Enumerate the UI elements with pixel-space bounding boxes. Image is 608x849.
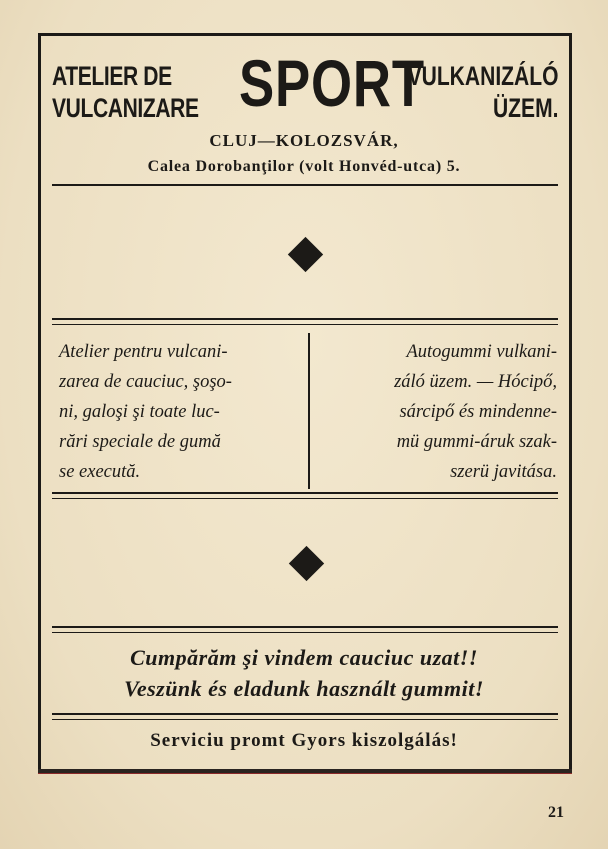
divider-rule xyxy=(52,713,558,715)
divider-rule xyxy=(52,626,558,628)
description-line: záló üzem. — Hócipő, xyxy=(394,372,557,392)
header-sport-title: SPORT xyxy=(239,46,425,120)
header-right-title xyxy=(407,60,558,124)
divider-rule xyxy=(52,324,558,325)
divider-rule xyxy=(52,184,558,186)
hungarian-description xyxy=(327,337,557,487)
header-left-line2: VULCANIZARE xyxy=(52,93,199,123)
divider-rule xyxy=(52,492,558,494)
slogan-hungarian: Veszünk és eladunk használt gummit! xyxy=(124,676,484,701)
description-line: Autogummi vulkani- xyxy=(406,342,557,362)
slogan-romanian: Cumpărăm şi vindem cauciuc uzat!! xyxy=(130,645,478,670)
description-line: sárcipő és mindenne- xyxy=(399,402,557,422)
header-left-title xyxy=(52,60,199,124)
description-line: ni, galoşi şi toate luc- xyxy=(59,402,220,422)
romanian-description xyxy=(59,337,279,487)
frame-bottom-rule xyxy=(38,769,572,774)
column-divider xyxy=(308,333,310,489)
page-number: 21 xyxy=(548,804,564,821)
header-right-line2: ÜZEM. xyxy=(492,93,558,123)
description-line: Atelier pentru vulcani- xyxy=(59,342,228,362)
divider-rule xyxy=(52,498,558,499)
divider-rule xyxy=(52,632,558,633)
header-left-line1: ATELIER DE xyxy=(52,61,172,91)
header-right-line1: VULKANIZÁLÓ xyxy=(407,61,558,91)
description-line: se execută. xyxy=(59,462,141,482)
divider-rule xyxy=(52,719,558,720)
description-line: rări speciale de gumă xyxy=(59,432,221,452)
description-line: zarea de cauciuc, şoşo- xyxy=(59,372,232,392)
description-line: szerü javitása. xyxy=(450,462,557,482)
city-line: CLUJ—KOLOZSVÁR, xyxy=(209,131,399,150)
divider-rule xyxy=(52,318,558,320)
service-line: Serviciu promt Gyors kiszolgálás! xyxy=(150,730,458,751)
description-line: mü gummi-áruk szak- xyxy=(396,432,557,452)
address-line: Calea Dorobanţilor (volt Honvéd-utca) 5. xyxy=(147,158,461,175)
